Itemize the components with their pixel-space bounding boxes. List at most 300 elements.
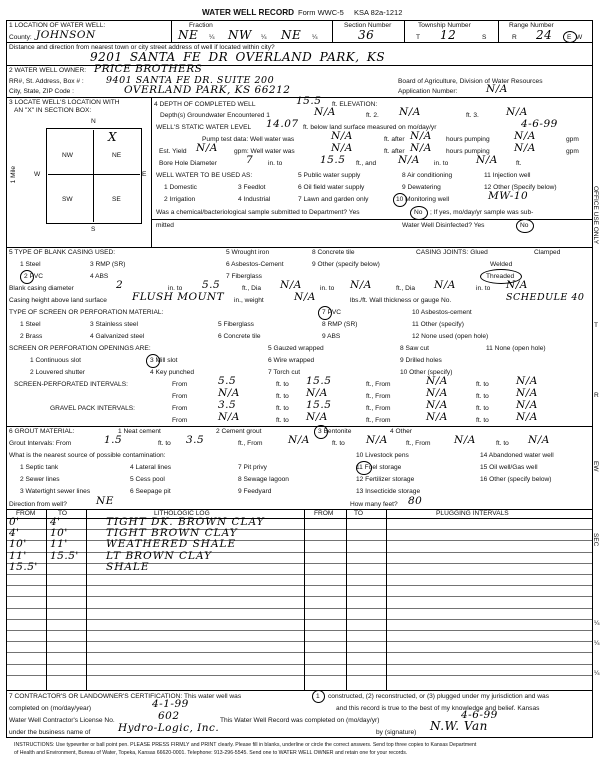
well-location-mark: X	[108, 130, 118, 144]
grout-to-2: ft. to	[332, 440, 345, 447]
spi-2: 15.5	[306, 375, 332, 387]
gauge-value: SCHEDULE 40	[506, 292, 585, 303]
yield-gpm: gpm	[566, 148, 579, 155]
screen-1: 1 Steel	[20, 321, 41, 328]
sec7-one: 1	[316, 693, 320, 700]
static-tail: ft. below land surface measured on mo/day/yr	[303, 124, 437, 131]
instructions-line-2: of Health and Environment, Bureau of Water, Topeka, Kansas 66620-0001. Telephone: 913-296-5545. Send one to WATER WELL OWNER and retain one for your records.	[14, 750, 408, 756]
city-value: OVERLAND PARK, KS 66212	[124, 84, 291, 96]
opening-3: 3 Mill slot	[150, 357, 178, 364]
groundwater-2-label: ft. 2.	[366, 112, 379, 119]
chem-no-circle	[410, 206, 428, 220]
quarter-3: ¼	[312, 34, 318, 41]
static-value: 14.07	[266, 118, 299, 130]
water-well-record-form	[6, 6, 598, 773]
diameter-to-value: 5.5	[202, 279, 221, 291]
log-rule	[6, 540, 592, 541]
distance-value: 9201 SANTA FE DR OVERLAND PARK, KS	[90, 50, 386, 64]
weight-label: in., weight	[234, 297, 264, 304]
sec5-label: 5 TYPE OF BLANK CASING USED:	[9, 249, 116, 256]
form-title: WATER WELL RECORD	[202, 8, 295, 17]
section-label: Section Number	[344, 22, 392, 29]
static-date: 4-6-99	[521, 118, 558, 130]
board-label: Board of Agriculture, Division of Water Resources	[398, 78, 543, 85]
spi-1: 5.5	[218, 375, 237, 387]
signature: N.W. Van	[430, 719, 488, 733]
diameter-2: N/A	[280, 279, 302, 291]
diameter-3: N/A	[350, 279, 372, 291]
use-label: WELL WATER TO BE USED AS:	[156, 172, 253, 179]
groundwater-label: Depth(s) Groundwater Encountered 1	[160, 112, 270, 119]
pump-gpm: gpm	[566, 136, 579, 143]
yield-after: ft. after	[384, 148, 405, 155]
mile-label: 1 Mile	[10, 166, 17, 184]
log-row-to: 11'	[50, 538, 68, 551]
diameter-5: N/A	[506, 279, 528, 291]
range-w: W	[576, 34, 583, 41]
grout-1: 1 Neat cement	[118, 428, 161, 435]
township-s: S	[482, 34, 487, 41]
log-row-to: 4'	[50, 516, 61, 528]
address-label: RR#, St. Address, Box # :	[9, 78, 84, 85]
casing-threaded: Threaded	[486, 273, 515, 280]
sec2-label: 2 WATER WELL OWNER:	[9, 67, 87, 74]
gpi-8: N/A	[516, 411, 538, 423]
spi-from-1: From	[172, 381, 188, 388]
office-use-label: OFFICE USE ONLY	[592, 186, 599, 245]
casing-6: 6 Asbestos-Cement	[226, 261, 284, 268]
gpi-to-1: ft. to	[276, 405, 289, 412]
screen-7-circle	[318, 306, 332, 320]
source-13: 13 Insecticide storage	[356, 488, 421, 495]
diameter-value: 2	[116, 279, 124, 291]
side-quarter-1: ¼	[594, 620, 600, 627]
source-11: 11 Fuel storage	[356, 464, 402, 471]
use-2: 2 Irrigation	[164, 196, 196, 203]
log-rule	[6, 529, 592, 530]
sec3-label2: AN "X" IN SECTION BOX:	[14, 107, 92, 114]
sec3-label: 3 LOCATE WELL'S LOCATION WITH	[9, 99, 120, 106]
screen-2: 2 Brass	[20, 333, 43, 340]
plugging-header: PLUGGING INTERVALS	[436, 510, 509, 517]
gpi-2: 15.5	[306, 399, 332, 411]
yield-4: N/A	[514, 142, 536, 154]
monitoring-well-id: MW-10	[488, 190, 529, 202]
elevation-label: ft. ELEVATION:	[332, 101, 378, 108]
diameter-dia-2: ft., Dia	[396, 285, 416, 292]
log-rule	[6, 585, 592, 586]
bore-value: 7	[246, 154, 254, 166]
log-rule	[6, 630, 592, 631]
use-9: 9 Dewatering	[402, 184, 441, 191]
gpi-3: N/A	[426, 399, 448, 411]
completed-label: completed on (mo/day/year)	[9, 705, 92, 712]
application-value: N/A	[486, 83, 508, 95]
gpi-to-2: ft. to	[476, 405, 489, 412]
source-16: 16 Other (specify below)	[480, 476, 552, 483]
gpi-ftfrom-1: ft., From	[366, 405, 391, 412]
log-rule	[6, 608, 592, 609]
log-row-from: 11'	[9, 549, 27, 562]
side-quarter-2: ¼	[594, 640, 600, 647]
grout-3: 3 Bentonite	[318, 428, 352, 435]
yield-2: N/A	[331, 142, 353, 154]
casing-5: 5 Wrought iron	[226, 249, 270, 256]
source-15: 15 Oil well/Gas well	[480, 464, 538, 471]
log-row-from: 0'	[9, 516, 20, 528]
log-rule	[6, 675, 592, 676]
spi-ftfrom-2: ft., From	[366, 393, 391, 400]
groundwater-3: N/A	[506, 106, 528, 118]
opening-3-circle	[146, 354, 160, 368]
sec7-options: constructed, (2) reconstructed, or (3) plugged under my jurisdiction and was	[328, 693, 549, 700]
gpi-to-4: ft. to	[476, 417, 489, 424]
sw-label: SW	[62, 196, 73, 203]
use-3: 3 Feedlot	[238, 184, 266, 191]
yield-3: N/A	[410, 142, 432, 154]
license-label: Water Well Contractor's License No.	[9, 717, 115, 724]
application-label: Application Number:	[398, 88, 458, 95]
opening-9: 9 Drilled holes	[400, 357, 442, 364]
sec7-label: 7 CONTRACTOR'S OR LANDOWNER'S CERTIFICATION: This water well was	[9, 693, 242, 700]
grout-3-circle	[314, 425, 328, 439]
spi-3: N/A	[426, 375, 448, 387]
diameter-in-to-2: in. to	[320, 285, 335, 292]
screen-7: 7 PVC	[322, 309, 342, 316]
grout-to-3: ft. to	[496, 440, 509, 447]
use-4: 4 Industrial	[238, 196, 271, 203]
casing-4: 4 ABS	[90, 273, 109, 280]
fraction-1: NE	[178, 28, 199, 42]
groundwater-1: N/A	[314, 106, 336, 118]
log-litho-header: LITHOLOGIC LOG	[154, 510, 210, 517]
gpi-6: N/A	[306, 411, 328, 423]
record-completed-label: This Water Well Record was completed on (mo/day/yr)	[220, 717, 380, 724]
use-6: 6 Oil field water supply	[298, 184, 365, 191]
opening-11: 11 None (open hole)	[486, 345, 546, 352]
direction-label: Direction from well?	[9, 501, 67, 508]
bore-2: N/A	[398, 154, 420, 166]
casing-2: 2 PVC	[24, 273, 44, 280]
quarter-1: ¼	[209, 34, 215, 41]
sec7-one-circle	[312, 690, 325, 703]
chem-tail: ; If yes, mo/day/yr sample was sub-	[430, 209, 534, 216]
gpi-5: N/A	[218, 411, 240, 423]
spi-ftfrom-1: ft., From	[366, 381, 391, 388]
township-value: 12	[440, 28, 457, 42]
log-rule	[6, 641, 592, 642]
side-ew: EW	[592, 461, 599, 472]
bore-label: Bore Hole Diameter	[159, 160, 217, 167]
log-row-from: 15.5'	[9, 560, 38, 573]
mitted-label: mitted	[156, 222, 174, 229]
city-label: City, State, ZIP Code :	[9, 88, 74, 95]
gpi-from-1: From	[172, 405, 188, 412]
casing-9: 9 Other (specify below)	[312, 261, 380, 268]
log-row-from: 4'	[9, 527, 20, 540]
disinfected-label: Water Well Disinfected? Yes	[402, 222, 485, 229]
range-e: E	[567, 34, 572, 41]
fraction-3: NE	[281, 28, 302, 42]
screen-11: 11 Other (specify)	[412, 321, 464, 328]
sec1-label: 1 LOCATION OF WATER WELL:	[9, 22, 106, 29]
log-rule	[6, 563, 592, 564]
casing-clamped: Clamped	[534, 249, 561, 256]
bore-ft-and: ft., and	[356, 160, 377, 167]
business-value: Hydro-Logic, Inc.	[118, 722, 220, 734]
log-row-to: 10'	[50, 527, 68, 540]
log-to-header-2: TO	[354, 510, 364, 517]
range-r: R	[512, 34, 517, 41]
north-label: N	[91, 118, 96, 125]
diameter-in-to-3: in. to	[476, 285, 491, 292]
static-label: WELL'S STATIC WATER LEVEL	[156, 124, 252, 131]
section-value: 36	[358, 28, 375, 42]
height-value: FLUSH MOUNT	[132, 291, 225, 303]
height-label: Casing height above land surface	[9, 297, 107, 304]
log-row-description: TIGHT DK. BROWN CLAY	[106, 516, 265, 528]
source-1: 1 Septic tank	[20, 464, 59, 471]
source-6: 6 Seepage pit	[130, 488, 171, 495]
quarter-2: ¼	[261, 34, 267, 41]
east-label: E	[142, 171, 147, 178]
yield-label: Est. Yield	[159, 148, 187, 155]
screen-8: 8 RMP (SR)	[322, 321, 358, 328]
source-9: 9 Feedyard	[238, 488, 272, 495]
nw-label: NW	[62, 152, 73, 159]
bore-in-to-2: in. to	[434, 160, 449, 167]
source-8: 8 Sewage lagoon	[238, 476, 289, 483]
yield-tail: gpm: Well water was	[234, 148, 295, 155]
address-value: 9401 SANTA FE DR. SUITE 200	[106, 75, 275, 86]
screen-6: 6 Concrete tile	[218, 333, 261, 340]
form-number: Form WWC-5	[298, 8, 344, 17]
completed-value: 4-1-99	[152, 698, 189, 710]
pump-3: N/A	[514, 130, 536, 142]
log-rule	[6, 574, 592, 575]
spi-to-4: ft. to	[476, 393, 489, 400]
opening-4: 4 Key punched	[150, 369, 194, 376]
county-label: County:	[9, 34, 32, 41]
gpi-4: N/A	[516, 399, 538, 411]
chem-label: Was a chemical/bacteriological sample submitted to Department? Yes	[156, 209, 360, 216]
grout-interval-3: N/A	[288, 434, 310, 446]
grout-interval-4: N/A	[366, 434, 388, 446]
opening-1: 1 Continuous slot	[30, 357, 81, 364]
bore-in-to: in. to	[268, 160, 283, 167]
use-11: 11 Injection well	[484, 172, 531, 179]
weight-value: N/A	[294, 291, 316, 303]
log-rule	[6, 619, 592, 620]
range-label: Range Number	[509, 22, 554, 29]
section-box	[28, 118, 146, 236]
groundwater-3-label: ft. 3.	[466, 112, 479, 119]
source-12: 12 Fertilizer storage	[356, 476, 415, 483]
screen-label: TYPE OF SCREEN OR PERFORATION MATERIAL:	[9, 309, 164, 316]
south-label: S	[91, 226, 96, 233]
casing-2-circle	[20, 270, 34, 284]
use-8: 8 Air conditioning	[402, 172, 453, 179]
grout-intervals-label: Grout Intervals: From	[9, 440, 72, 447]
gpi-1: 3.5	[218, 399, 237, 411]
pump-1: N/A	[331, 130, 353, 142]
yield-value: N/A	[196, 142, 218, 154]
use-10: 10 Monitoring well	[396, 196, 450, 203]
log-row-description: WEATHERED SHALE	[106, 538, 237, 551]
source-2: 2 Sewer lines	[20, 476, 60, 483]
screen-10: 10 Asbestos-cement	[412, 309, 472, 316]
log-to-header: TO	[58, 510, 68, 517]
disinfected-no: No	[520, 222, 529, 229]
signature-label: by (signature)	[376, 729, 417, 736]
log-row-description: TIGHT BROWN CLAY	[106, 527, 238, 540]
grout-interval-6: N/A	[528, 434, 550, 446]
grout-ftfrom-1: ft., From	[238, 440, 263, 447]
log-row-from: 10'	[9, 538, 27, 551]
grout-4: 4 Other	[390, 428, 412, 435]
spi-4: N/A	[516, 375, 538, 387]
true-statement: and this record is true to the best of my knowledge and belief. Kansas	[336, 705, 540, 712]
spi-7: N/A	[426, 387, 448, 399]
screen-4: 4 Galvanized steel	[90, 333, 145, 340]
openings-label: SCREEN OR PERFORATION OPENINGS ARE:	[9, 345, 151, 352]
log-row-description: LT BROWN CLAY	[106, 549, 213, 562]
yield-hours: hours pumping	[446, 148, 490, 155]
spi-from-2: From	[172, 393, 188, 400]
screen-12: 12 None used (open hole)	[412, 333, 489, 340]
opening-7: 7 Torch cut	[268, 369, 301, 376]
side-t: T	[594, 322, 599, 329]
side-sec: SEC	[592, 533, 599, 547]
how-many-value: 80	[408, 495, 423, 507]
grout-ftfrom-2: ft., From	[406, 440, 431, 447]
log-rule	[6, 664, 592, 665]
spi-to-2: ft. to	[476, 381, 489, 388]
diameter-4: N/A	[434, 279, 456, 291]
gpi-label: GRAVEL PACK INTERVALS:	[50, 405, 136, 412]
record-completed-value: 4-6-99	[461, 709, 498, 721]
wall-label: lbs./ft. Wall thickness or gauge No.	[350, 297, 452, 304]
spi-8: N/A	[516, 387, 538, 399]
opening-8: 8 Saw cut	[400, 345, 429, 352]
screen-5: 5 Fiberglass	[218, 321, 254, 328]
disinfected-no-circle	[516, 219, 534, 233]
township-label: Township Number	[418, 22, 471, 29]
grout-2: 2 Cement grout	[216, 428, 262, 435]
gpi-ftfrom-2: ft., From	[366, 417, 391, 424]
log-rule	[6, 652, 592, 653]
ksa-citation: KSA 82a-1212	[354, 8, 403, 17]
opening-10: 10 Other (specify)	[400, 369, 453, 376]
opening-2: 2 Louvered shutter	[30, 369, 85, 376]
log-row-to: 15.5'	[50, 549, 79, 562]
pump-2: N/A	[410, 130, 432, 142]
spi-6: N/A	[306, 387, 328, 399]
casing-3: 3 RMP (SR)	[90, 261, 126, 268]
chem-no: No	[414, 209, 423, 216]
instructions-line-1: INSTRUCTIONS: Use typewriter or ball point pen. PLEASE PRESS FIRMLY and PRINT clearly. Please fill in blanks, underline or circle the correct answers. Send top three copies to Kansas Department	[14, 742, 477, 748]
pump-label: Pump test data: Well water was	[202, 136, 295, 143]
spi-to-1: ft. to	[276, 381, 289, 388]
spi-to-3: ft. to	[276, 393, 289, 400]
log-from-header: FROM	[16, 510, 36, 517]
source-14: 14 Abandoned water well	[480, 452, 554, 459]
gpi-to-3: ft. to	[276, 417, 289, 424]
source-4: 4 Lateral lines	[130, 464, 172, 471]
depth-value: 15.5	[296, 95, 322, 107]
opening-5: 5 Gauzed wrapped	[268, 345, 324, 352]
source-5: 5 Cess pool	[130, 476, 165, 483]
casing-welded: Welded	[490, 261, 513, 268]
casing-joints: CASING JOINTS: Glued	[416, 249, 488, 256]
grout-to-1: ft. to	[158, 440, 171, 447]
log-from-header-2: FROM	[314, 510, 334, 517]
source-3: 3 Watertight sewer lines	[20, 488, 91, 495]
log-rule	[6, 596, 592, 597]
use-12: 12 Other (Specify below)	[484, 184, 557, 191]
groundwater-2: N/A	[399, 106, 421, 118]
bore-to-value: 15.5	[320, 154, 346, 166]
fraction-label: Fraction	[189, 22, 213, 29]
grout-interval-1: 1.5	[104, 434, 123, 446]
screen-3: 3 Stainless steel	[90, 321, 139, 328]
spi-label: SCREEN-PERFORATED INTERVALS:	[14, 381, 128, 388]
casing-8: 8 Concrete tile	[312, 249, 355, 256]
pump-hours: hours pumping	[446, 136, 490, 143]
casing-1: 1 Steel	[20, 261, 41, 268]
spi-5: N/A	[218, 387, 240, 399]
diameter-in-to: in. to	[168, 285, 183, 292]
log-rule	[6, 552, 592, 553]
use-7: 7 Lawn and garden only	[298, 196, 369, 203]
fraction-2: NW	[228, 28, 252, 42]
sec6-label: 6 GROUT MATERIAL:	[9, 428, 75, 435]
range-value: 24	[536, 28, 553, 42]
log-row-description: SHALE	[106, 560, 150, 573]
gpi-from-2: From	[172, 417, 188, 424]
source-7: 7 Pit privy	[238, 464, 267, 471]
casing-7: 7 Fiberglass	[226, 273, 262, 280]
grout-interval-2: 3.5	[186, 434, 205, 446]
license-value: 602	[158, 710, 180, 722]
gpi-7: N/A	[426, 411, 448, 423]
use-10-circle	[393, 193, 407, 207]
sec4-depth-label: 4 DEPTH OF COMPLETED WELL	[154, 101, 256, 108]
how-many-label: How many feet?	[350, 501, 398, 508]
west-label: W	[34, 171, 41, 178]
direction-value: NE	[96, 495, 114, 507]
se-label: SE	[112, 196, 121, 203]
grout-interval-5: N/A	[454, 434, 476, 446]
diameter-label: Blank casing diameter	[9, 285, 74, 292]
contamination-label: What is the nearest source of possible contamination:	[9, 452, 166, 459]
use-1: 1 Domestic	[164, 184, 197, 191]
side-quarter-3: ¼	[594, 670, 600, 677]
business-label: under the business name of	[9, 729, 91, 736]
county-value: JOHNSON	[36, 29, 96, 41]
distance-label: Distance and direction from nearest town or city street address of well if located within city?	[9, 44, 275, 51]
side-r: R	[594, 392, 599, 399]
ne-label: NE	[112, 152, 122, 159]
diameter-dia: ft., Dia	[242, 285, 262, 292]
owner-value: PRICE BROTHERS	[94, 63, 203, 75]
screen-9: 9 ABS	[322, 333, 341, 340]
source-11-circle	[356, 461, 372, 475]
bore-3: N/A	[476, 154, 498, 166]
bore-ft: ft.	[516, 160, 522, 167]
pump-after: ft. after	[384, 136, 405, 143]
source-10: 10 Livestock pens	[356, 452, 409, 459]
